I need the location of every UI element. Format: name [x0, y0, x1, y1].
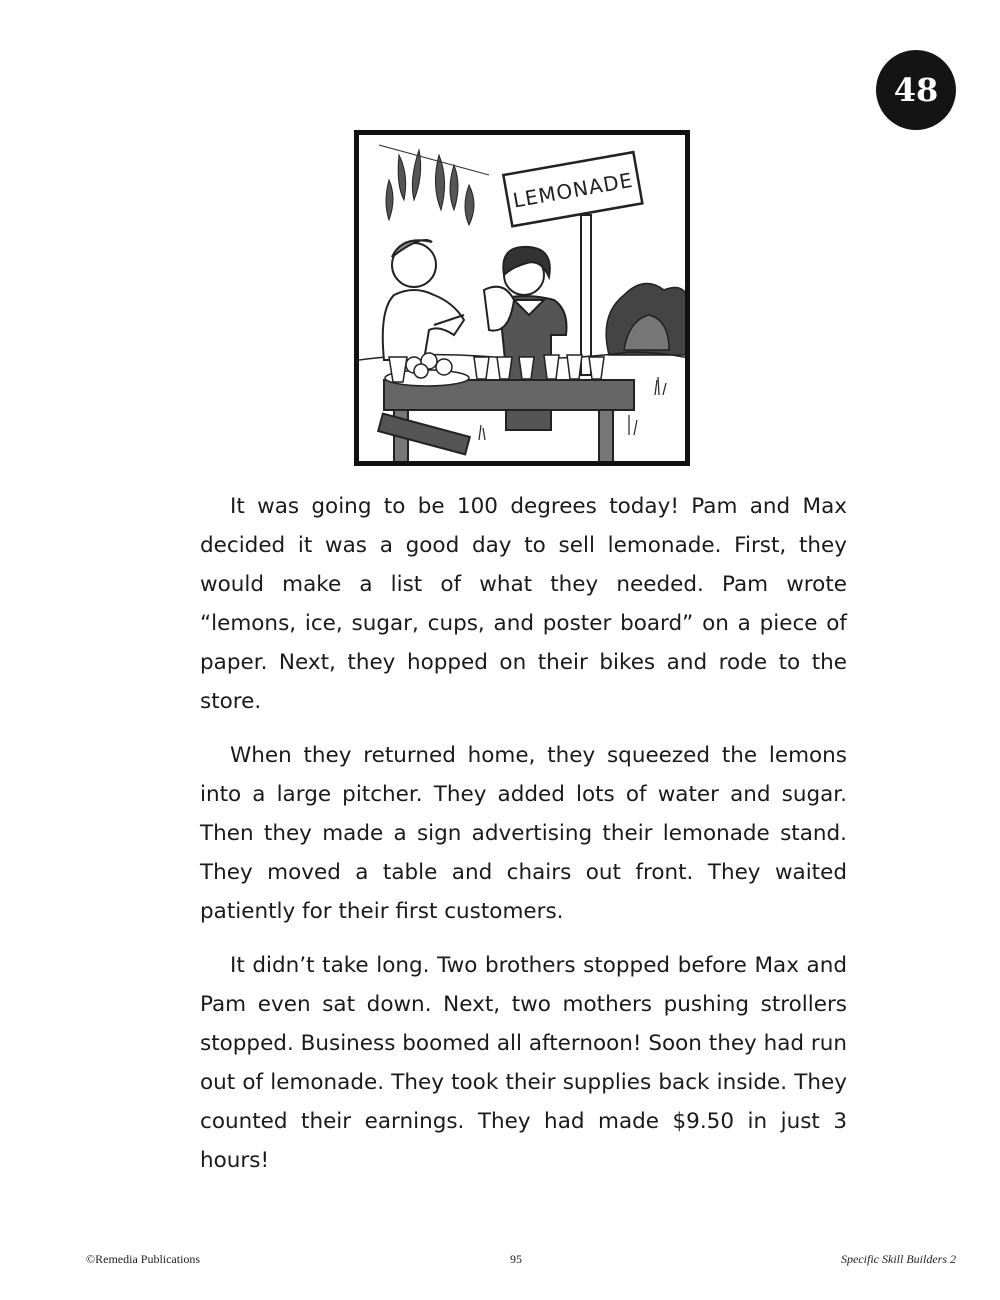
lesson-number: 48 — [893, 71, 939, 109]
lesson-number-badge — [876, 50, 956, 130]
story-text — [200, 487, 847, 1195]
footer-book-title: Specific Skill Builders 2 — [841, 1252, 956, 1266]
boy-figure — [383, 240, 464, 360]
story-paragraph-3: It didn’t take long. Two brothers stopped before Max and Pam even sat down. Next, two mothers pushing strollers stopped. Business boomed all afternoon! Soon they had run out of lemonade. They took their supplies back inside. They counted their earnings. They had made $9.50 in just 3 hours! — [200, 953, 847, 1173]
bushes — [606, 284, 685, 355]
tree-leaves — [379, 145, 489, 225]
sign-text: LEMONADE — [511, 167, 635, 213]
sign-post — [581, 215, 591, 375]
story-paragraph-1: It was going to be 100 degrees today! Pam and Max decided it was a good day to sell lemonade. First, they would make a list of what they needed. Pam wrote “lemons, ice, sugar, cups, and poster board” on a piece of paper. Next, they hopped on their bikes and rode to the store. — [200, 494, 847, 714]
story-paragraph-2: When they returned home, they squeezed the lemons into a large pitcher. They added lots of water and sugar. Then they made a sign advertising their lemonade stand. They moved a table and chairs out front. They waited patiently for their first customers. — [200, 743, 847, 924]
lemonade-stand-illustration — [354, 130, 690, 466]
footer-page-number: 95 — [510, 1252, 522, 1266]
footer-publisher: ©Remedia Publications — [86, 1252, 201, 1266]
sign-board — [503, 152, 642, 226]
